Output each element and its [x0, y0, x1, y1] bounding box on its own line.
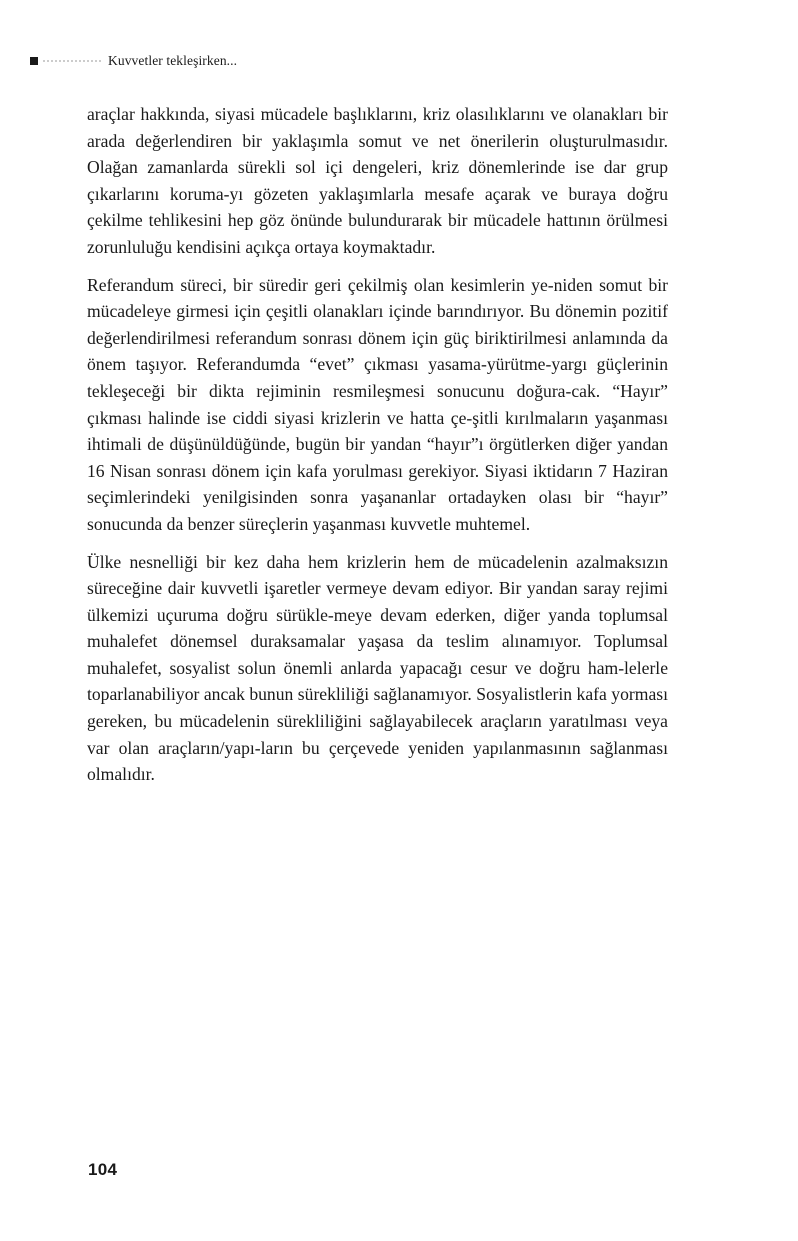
body-paragraph: Referandum süreci, bir süredir geri çekilmiş olan kesimlerin ye-niden somut bir mücadeleye girmesi için çeşitli olanakları içinde barındırıyor. Bu dönemin pozitif değerlendirilmesi referandum sonrası dönem için güç biriktirilmesi anlamında da önem taşıyor. Referandumda “evet” çıkması yasama-yürütme-yargı güçlerinin tekleşeceği bir dikta rejiminin resmileşmesi sonucunu doğura-cak. “Hayır” çıkması halinde ise ciddi siyasi krizlerin ve hatta çe-şitli kırılmaların yaşanması ihtimali de düşünüldüğünde, bugün bir yandan “hayır”ı örgütlerken diğer yandan 16 Nisan sonrası dönem için kafa yorulması gerekiyor. Siyasi iktidarın 7 Haziran seçimlerindeki yenilgisinden sonra yaşananlar ortadayken olası bir “hayır” sonucunda da benzer süreçlerin yaşanması kuvvetle muhtemel. [87, 274, 668, 534]
page-number: 104 [88, 1160, 118, 1179]
running-header [30, 50, 237, 72]
filled-square-icon [30, 57, 38, 65]
body-paragraph: araçlar hakkında, siyasi mücadele başlıklarını, kriz olasılıklarını ve olanakları bir arada değerlendiren bir yaklaşımla somut ve net önerilerin oluşturulmasıdır. Olağan zamanlarda sürekli sol içi dengeleri, kriz dönemlerinde ise dar grup çıkarlarını koruma-yı gözeten yaklaşımlarla mesafe açarak ve buraya doğru çekilme tehlikesini hep göz önünde bulundurarak bir mücadele hattının örülmesi zorunluluğu kendisini açıkça ortaya koymaktadır. [87, 104, 668, 257]
running-header-title: Kuvvetler tekleşirken... [108, 53, 238, 68]
body-text-column [87, 101, 668, 788]
body-paragraph: Ülke nesnelliği bir kez daha hem krizlerin hem de mücadelenin azalmaksızın süreceğine dair kuvvetli işaretler vermeye devam ediyor. Bir yandan saray rejimi ülkemizi uçuruma doğru sürükle-meye devam ederken, diğer yanda toplumsal muhalefet dönemsel duraksamalar yaşasa da teslim alınamıyor. Toplumsal muhalefet, sosyalist solun önemli anlarda yapacağı cesur ve doğru ham-lelerle toparlanabiliyor ancak bunun sürekliliği sağlanamıyor. Sosyalistlerin kafa yorması gereken, bu mücadelenin sürekliliğini sağlayabilecek araçların yaratılması veya var olan araçların/yapı-ların bu çerçevede yeniden yapılanmasının sağlanması olmalıdır. [87, 551, 668, 785]
dotted-leader-icon [42, 57, 102, 65]
